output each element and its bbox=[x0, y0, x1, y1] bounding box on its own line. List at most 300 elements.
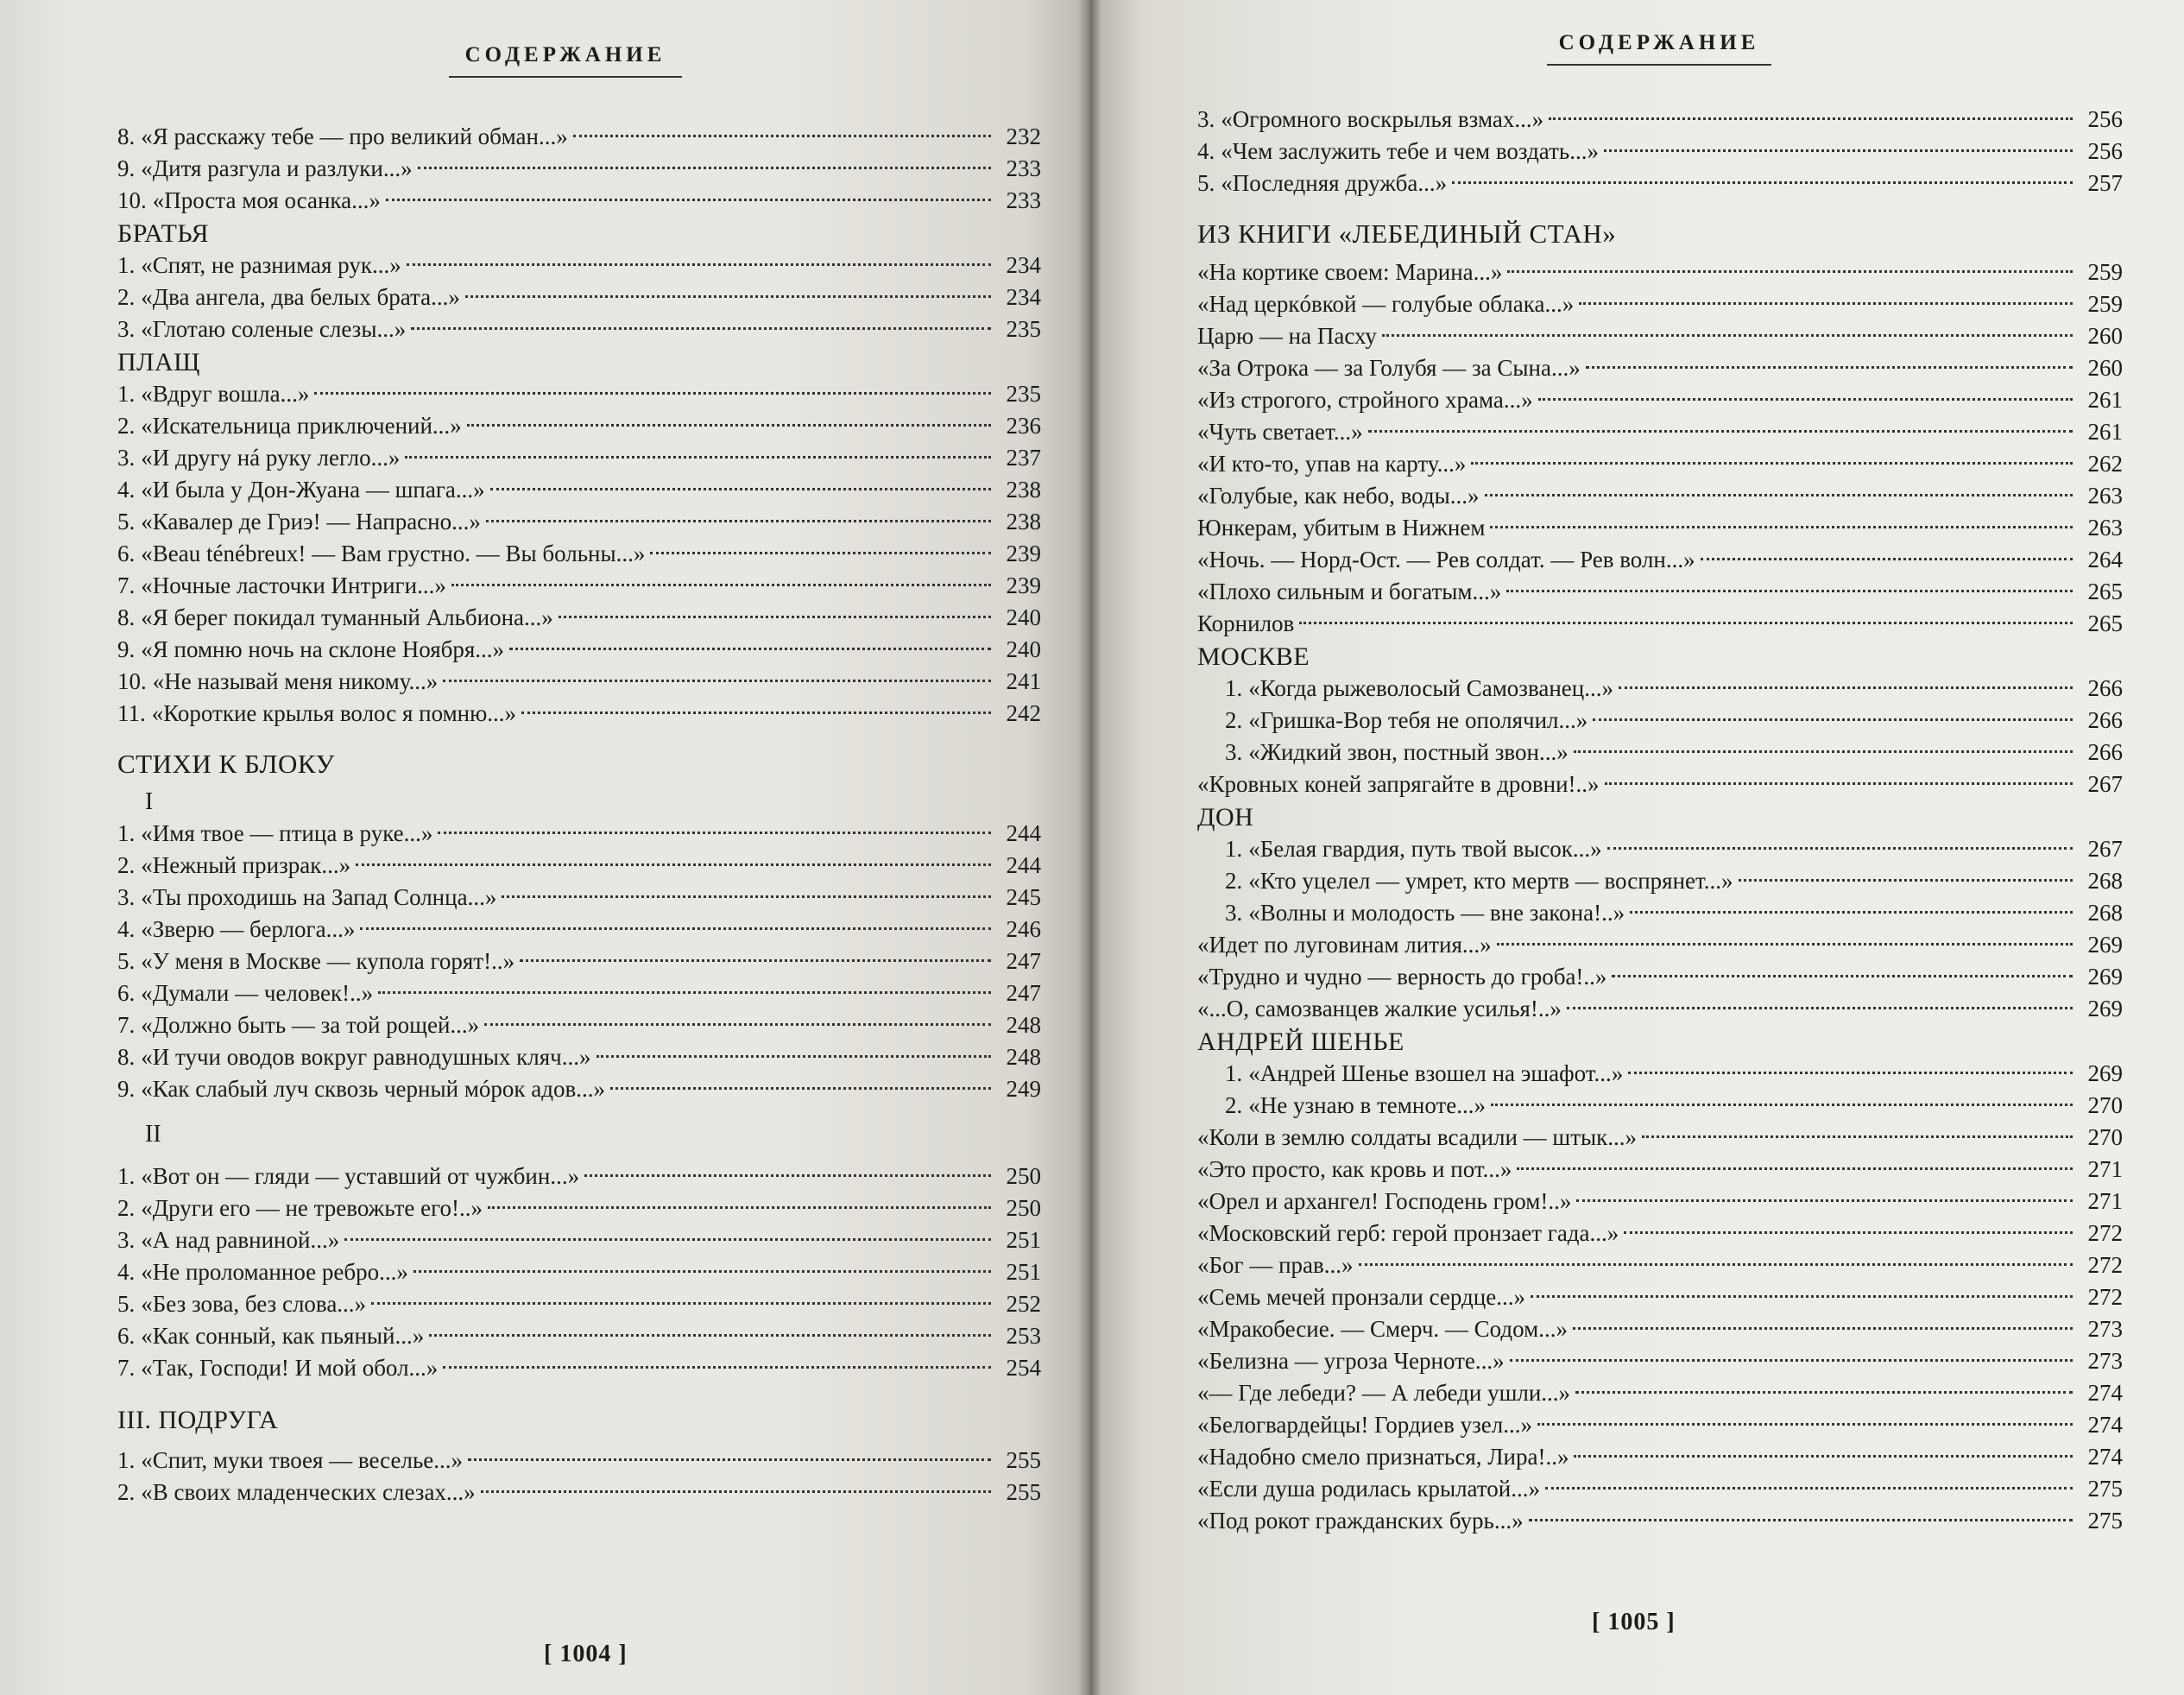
entry-title: «Под рокот гражданских бурь...» bbox=[1197, 1508, 1524, 1534]
entry-page: 274 bbox=[2087, 1380, 2123, 1406]
entry-page: 250 bbox=[1006, 1163, 1041, 1189]
toc-entry bbox=[1197, 1281, 2123, 1313]
entry-page: 261 bbox=[2087, 387, 2123, 413]
toc-entry bbox=[1197, 705, 2123, 737]
dot-leader bbox=[467, 424, 991, 427]
entry-number: 1. bbox=[1225, 675, 1243, 701]
entry-title: «Белизна — угроза Черноте...» bbox=[1197, 1348, 1505, 1374]
toc-entry bbox=[117, 666, 1041, 698]
entry-title: «Волны и молодость — вне закона!..» bbox=[1248, 900, 1625, 926]
entry-page: 247 bbox=[1006, 980, 1041, 1006]
entry-page: 260 bbox=[2087, 355, 2123, 381]
entry-title: «Надобно смело признаться, Лира!..» bbox=[1197, 1444, 1569, 1470]
entry-number: 1. bbox=[1225, 1060, 1243, 1086]
entry-number: 2. bbox=[117, 1479, 136, 1505]
toc-entry bbox=[1197, 833, 2123, 865]
entry-number: 7. bbox=[117, 1355, 136, 1381]
entry-title: «А над равниной...» bbox=[141, 1227, 340, 1253]
toc-entry bbox=[1197, 1186, 2123, 1217]
entry-title: «Я расскажу тебе — про великий обман...» bbox=[141, 123, 568, 149]
dot-leader bbox=[1574, 1455, 2073, 1458]
dot-leader bbox=[610, 1087, 991, 1090]
entry-number: 11. bbox=[117, 700, 146, 726]
dot-leader bbox=[1619, 686, 2073, 689]
dot-leader bbox=[1605, 782, 2073, 785]
entry-page: 235 bbox=[1006, 381, 1041, 407]
entry-page: 240 bbox=[1006, 636, 1041, 662]
toc-entry bbox=[117, 281, 1041, 313]
part-numeral: II bbox=[145, 1121, 161, 1148]
dot-leader bbox=[314, 392, 991, 395]
entry-number: 8. bbox=[117, 1044, 136, 1070]
section-heading: АНДРЕЙ ШЕНЬЕ bbox=[1197, 1028, 1404, 1056]
entry-title: «У меня в Москве — купола горят!..» bbox=[141, 948, 515, 974]
toc-entry bbox=[117, 1224, 1041, 1256]
entry-title: «Так, Господи! И мой обол...» bbox=[141, 1355, 439, 1381]
entry-number: 1. bbox=[117, 381, 136, 407]
entry-number: 2. bbox=[1225, 1092, 1243, 1118]
toc-entry bbox=[1197, 608, 2123, 640]
entry-title: «Имя твое — птица в руке...» bbox=[141, 820, 433, 846]
entry-page: 233 bbox=[1006, 155, 1041, 181]
entry-title: «Спят, не разнимая рук...» bbox=[141, 252, 401, 278]
dot-leader bbox=[386, 199, 991, 201]
entry-page: 237 bbox=[1006, 445, 1041, 471]
entry-page: 232 bbox=[1006, 123, 1041, 149]
dot-leader bbox=[484, 1023, 991, 1026]
entry-title: «Это просто, как кровь и пот...» bbox=[1197, 1156, 1512, 1182]
dot-leader bbox=[1497, 943, 2073, 946]
toc-entry bbox=[117, 1009, 1041, 1041]
toc-entry bbox=[1197, 1473, 2123, 1505]
entry-page: 259 bbox=[2087, 291, 2123, 317]
entry-page: 265 bbox=[2087, 610, 2123, 636]
entry-page: 273 bbox=[2087, 1348, 2123, 1374]
entry-title: «За Отрока — за Голубя — за Сына...» bbox=[1197, 355, 1581, 381]
entry-page: 267 bbox=[2087, 836, 2123, 862]
toc-entry bbox=[117, 818, 1041, 850]
section-heading: III. ПОДРУГА bbox=[117, 1406, 279, 1434]
dot-leader bbox=[1586, 366, 2073, 369]
dot-leader bbox=[371, 1302, 991, 1305]
entry-title: Юнкерам, убитым в Нижнем bbox=[1197, 515, 1486, 541]
toc-entry bbox=[1197, 1090, 2123, 1122]
entry-title: «И кто-то, упав на карту...» bbox=[1197, 451, 1467, 477]
entry-title: «Московский герб: герой пронзает гада...» bbox=[1197, 1220, 1619, 1246]
entry-title: «Идет по луговинам лития...» bbox=[1197, 932, 1492, 958]
dot-leader bbox=[1382, 334, 2073, 337]
entry-title: «Ты проходишь на Запад Солнца...» bbox=[141, 884, 497, 910]
entry-page: 238 bbox=[1006, 509, 1041, 534]
entry-number: 8. bbox=[117, 604, 136, 630]
toc-entry bbox=[1197, 1377, 2123, 1409]
toc-entry bbox=[1197, 1217, 2123, 1249]
entry-title: «...О, самозванцев жалкие усилья!..» bbox=[1197, 996, 1562, 1021]
dot-leader bbox=[1537, 1423, 2073, 1426]
toc-entry bbox=[117, 121, 1041, 153]
entry-number: 3. bbox=[117, 884, 136, 910]
dot-leader bbox=[1485, 494, 2073, 496]
entry-page: 256 bbox=[2087, 138, 2123, 164]
dot-leader bbox=[1299, 622, 2073, 624]
entry-title: «Два ангела, два белых брата...» bbox=[141, 284, 460, 310]
dot-leader bbox=[584, 1174, 991, 1177]
toc-entry bbox=[1197, 256, 2123, 288]
entry-title: «Искательница приключений...» bbox=[141, 413, 462, 439]
dot-leader bbox=[443, 1366, 991, 1369]
entry-page: 269 bbox=[2087, 964, 2123, 990]
dot-leader bbox=[502, 895, 991, 898]
dot-leader bbox=[1579, 302, 2073, 305]
entry-title: «Beau ténébreux! — Вам грустно. — Вы больны...» bbox=[141, 541, 646, 566]
entry-page: 264 bbox=[2087, 547, 2123, 572]
entry-page: 235 bbox=[1006, 316, 1041, 342]
entry-title: «Коли в землю солдаты всадили — штык...» bbox=[1197, 1124, 1638, 1150]
dot-leader bbox=[486, 520, 991, 522]
dot-leader bbox=[1630, 911, 2073, 914]
entry-page: 241 bbox=[1006, 668, 1041, 694]
entry-title: «На кортике своем: Марина...» bbox=[1197, 259, 1503, 285]
entry-title: «Когда рыжеволосый Самозванец...» bbox=[1248, 675, 1613, 701]
toc-entry bbox=[1197, 168, 2123, 199]
dot-leader bbox=[1517, 1167, 2073, 1170]
entry-title: «Если душа родилась крылатой...» bbox=[1197, 1476, 1540, 1502]
entry-title: «Должно быть — за той рощей...» bbox=[141, 1012, 480, 1038]
toc-entry bbox=[1197, 1313, 2123, 1345]
entry-page: 252 bbox=[1006, 1291, 1041, 1317]
entry-page: 234 bbox=[1006, 252, 1041, 278]
toc-entry bbox=[1197, 1505, 2123, 1537]
toc-entry bbox=[1197, 1249, 2123, 1281]
entry-title: «Мракобесие. — Смерч. — Содом...» bbox=[1197, 1316, 1568, 1342]
dot-leader bbox=[559, 616, 991, 618]
toc-entry bbox=[1197, 544, 2123, 576]
entry-number: 10. bbox=[117, 668, 147, 694]
entry-number: 3. bbox=[1225, 900, 1243, 926]
toc-entry bbox=[1197, 288, 2123, 320]
entry-number: 3. bbox=[117, 1227, 136, 1253]
toc-entry bbox=[117, 1041, 1041, 1073]
entry-number: 8. bbox=[117, 123, 136, 149]
toc-entry bbox=[117, 634, 1041, 666]
toc-entry bbox=[1197, 929, 2123, 961]
entry-title: «Вдруг вошла...» bbox=[141, 381, 310, 407]
book-gutter bbox=[1077, 0, 1101, 1695]
toc-entry bbox=[1197, 136, 2123, 168]
toc-entry bbox=[1197, 1345, 2123, 1377]
entry-page: 272 bbox=[2087, 1284, 2123, 1310]
entry-title: «Я берег покидал туманный Альбиона...» bbox=[141, 604, 553, 630]
entry-title: «Нежный призрак...» bbox=[141, 852, 351, 878]
dot-leader bbox=[429, 1334, 991, 1337]
part-numeral: I bbox=[145, 788, 154, 815]
entry-number: 6. bbox=[117, 980, 136, 1006]
dot-leader bbox=[1549, 117, 2073, 120]
entry-title: «Короткие крылья волос я помню...» bbox=[151, 700, 517, 726]
entry-page: 239 bbox=[1006, 572, 1041, 598]
entry-page: 266 bbox=[2087, 675, 2123, 701]
entry-page: 234 bbox=[1006, 284, 1041, 310]
dot-leader bbox=[573, 135, 991, 137]
toc-entry bbox=[1197, 1058, 2123, 1090]
entry-number: 4. bbox=[117, 1259, 136, 1285]
entry-title: «Бог — прав...» bbox=[1197, 1252, 1354, 1278]
toc-entry bbox=[1197, 320, 2123, 352]
entry-page: 270 bbox=[2087, 1092, 2123, 1118]
section-heading: СТИХИ К БЛОКУ bbox=[117, 749, 335, 779]
entry-page: 238 bbox=[1006, 477, 1041, 503]
section-heading: БРАТЬЯ bbox=[117, 219, 210, 248]
toc-entry bbox=[117, 1161, 1041, 1192]
header-rule bbox=[1547, 64, 1771, 66]
toc-entry bbox=[117, 977, 1041, 1009]
entry-title: «Белогвардейцы! Гордиев узел...» bbox=[1197, 1412, 1532, 1438]
entry-title: Корнилов bbox=[1197, 610, 1295, 636]
dot-leader bbox=[650, 552, 991, 554]
toc-entry bbox=[117, 914, 1041, 946]
dot-leader bbox=[1607, 847, 2073, 850]
header-title: СОДЕРЖАНИЕ bbox=[464, 43, 666, 66]
section-heading: МОСКВЕ bbox=[1197, 642, 1310, 671]
header-title: СОДЕРЖАНИЕ bbox=[1558, 31, 1760, 54]
entry-title: «Без зова, без слова...» bbox=[141, 1291, 367, 1317]
entry-title: «Не называй меня никому...» bbox=[152, 668, 439, 694]
entry-page: 265 bbox=[2087, 579, 2123, 604]
toc-entry bbox=[1197, 448, 2123, 480]
entry-number: 3. bbox=[1197, 106, 1215, 132]
entry-number: 10. bbox=[117, 187, 147, 213]
dot-leader bbox=[490, 488, 991, 490]
dot-leader bbox=[481, 1490, 991, 1493]
entry-title: «Спит, муки твоея — веселье...» bbox=[141, 1447, 463, 1473]
dot-leader bbox=[1575, 1391, 2073, 1394]
toc-entry bbox=[1197, 993, 2123, 1025]
entry-title: «Дитя разгула и разлуки...» bbox=[141, 155, 413, 181]
entry-page: 273 bbox=[2087, 1316, 2123, 1342]
dot-leader bbox=[1604, 149, 2073, 152]
dot-leader bbox=[1628, 1072, 2073, 1074]
entry-page: 266 bbox=[2087, 739, 2123, 765]
entry-title: «Думали — человек!..» bbox=[141, 980, 374, 1006]
entry-number: 5. bbox=[117, 948, 136, 974]
dot-leader bbox=[360, 927, 991, 930]
entry-title: «Из строгого, стройного храма...» bbox=[1197, 387, 1533, 413]
dot-leader bbox=[465, 295, 991, 298]
toc-entry bbox=[117, 1320, 1041, 1352]
toc-entry bbox=[1197, 384, 2123, 416]
entry-title: «Огромного воскрылья взмах...» bbox=[1221, 106, 1544, 132]
entry-title: «Орел и архангел! Господень гром!..» bbox=[1197, 1188, 1572, 1214]
toc-list-left bbox=[117, 121, 1041, 1508]
entry-number: 6. bbox=[117, 541, 136, 566]
entry-number: 9. bbox=[117, 1076, 136, 1102]
entry-title: «Жидкий звон, постный звон...» bbox=[1248, 739, 1569, 765]
entry-number: 2. bbox=[117, 852, 136, 878]
entry-page: 245 bbox=[1006, 884, 1041, 910]
entry-title: «И тучи оводов вокруг равнодушных кляч...» bbox=[141, 1044, 591, 1070]
entry-page: 263 bbox=[2087, 515, 2123, 541]
entry-title: «Кто уцелел — умрет, кто мертв — воспрянет...» bbox=[1248, 868, 1733, 894]
toc-entry bbox=[117, 153, 1041, 185]
entry-title: «Кавалер де Гриэ! — Напрасно...» bbox=[141, 509, 481, 534]
dot-leader bbox=[1359, 1263, 2073, 1266]
entry-page: 240 bbox=[1006, 604, 1041, 630]
entry-number: 1. bbox=[1225, 836, 1243, 862]
dot-leader bbox=[413, 1270, 991, 1273]
dot-leader bbox=[438, 832, 991, 834]
entry-page: 266 bbox=[2087, 707, 2123, 733]
toc-entry bbox=[1197, 897, 2123, 929]
entry-title: «— Где лебеди? — А лебеди ушли...» bbox=[1197, 1380, 1571, 1406]
right-page bbox=[1089, 0, 2184, 1695]
entry-number: 7. bbox=[117, 572, 136, 598]
toc-entry bbox=[117, 378, 1041, 410]
dot-leader bbox=[407, 263, 991, 266]
entry-page: 275 bbox=[2087, 1476, 2123, 1502]
entry-title: Царю — на Пасху bbox=[1197, 323, 1377, 349]
dot-leader bbox=[1510, 1359, 2073, 1362]
entry-title: «Последняя дружба...» bbox=[1221, 170, 1448, 196]
entry-page: 268 bbox=[2087, 900, 2123, 926]
entry-page: 233 bbox=[1006, 187, 1041, 213]
entry-page: 239 bbox=[1006, 541, 1041, 566]
entry-page: 269 bbox=[2087, 932, 2123, 958]
dot-leader bbox=[418, 167, 991, 169]
dot-leader bbox=[1545, 1487, 2073, 1489]
entry-number: 6. bbox=[117, 1323, 136, 1349]
entry-page: 269 bbox=[2087, 1060, 2123, 1086]
toc-entry bbox=[1197, 1154, 2123, 1186]
toc-entry bbox=[1197, 576, 2123, 608]
dot-leader bbox=[378, 991, 991, 994]
dot-leader bbox=[1574, 750, 2073, 753]
running-header-left bbox=[449, 43, 682, 78]
entry-page: 259 bbox=[2087, 259, 2123, 285]
entry-page: 248 bbox=[1006, 1012, 1041, 1038]
entry-number: 1. bbox=[117, 1447, 136, 1473]
entry-title: «Я помню ночь на склоне Ноября...» bbox=[141, 636, 505, 662]
toc-entry bbox=[117, 538, 1041, 570]
dot-leader bbox=[1701, 558, 2073, 560]
dot-leader bbox=[443, 680, 991, 682]
dot-leader bbox=[405, 456, 991, 459]
toc-list-right bbox=[1197, 104, 2123, 1537]
entry-number: 5. bbox=[1197, 170, 1215, 196]
dot-leader bbox=[520, 959, 991, 962]
entry-number: 2. bbox=[117, 1195, 136, 1221]
entry-number: 3. bbox=[117, 445, 136, 471]
entry-page: 275 bbox=[2087, 1508, 2123, 1534]
entry-page: 236 bbox=[1006, 413, 1041, 439]
entry-title: «Как сонный, как пьяный...» bbox=[141, 1323, 425, 1349]
toc-entry bbox=[1197, 865, 2123, 897]
dot-leader bbox=[521, 712, 991, 714]
entry-title: «Андрей Шенье взошел на эшафот...» bbox=[1248, 1060, 1624, 1086]
entry-title: «Голубые, как небо, воды...» bbox=[1197, 483, 1480, 509]
entry-number: 3. bbox=[117, 316, 136, 342]
toc-entry bbox=[117, 1288, 1041, 1320]
page-number-left: [ 1004 ] bbox=[544, 1641, 628, 1667]
entry-title: «Вот он — гляди — уставший от чужбин...» bbox=[141, 1163, 580, 1189]
dot-leader bbox=[1593, 718, 2073, 721]
dot-leader bbox=[509, 648, 991, 650]
entry-title: «Как слабый луч сквозь черный мóрок адов...» bbox=[141, 1076, 605, 1102]
entry-page: 244 bbox=[1006, 820, 1041, 846]
toc-entry bbox=[117, 1445, 1041, 1477]
dot-leader bbox=[468, 1458, 991, 1461]
toc-entry bbox=[117, 250, 1041, 281]
dot-leader bbox=[488, 1206, 991, 1209]
entry-title: «Над церкóвкой — голубые облака...» bbox=[1197, 291, 1575, 317]
entry-page: 267 bbox=[2087, 771, 2123, 797]
entry-title: «Проста моя осанка...» bbox=[152, 187, 381, 213]
entry-page: 270 bbox=[2087, 1124, 2123, 1150]
entry-page: 257 bbox=[2087, 170, 2123, 196]
entry-title: «Плохо сильным и богатым...» bbox=[1197, 579, 1502, 604]
entry-page: 253 bbox=[1006, 1323, 1041, 1349]
dot-leader bbox=[1612, 975, 2073, 977]
dot-leader bbox=[1471, 462, 2073, 465]
section-heading: ДОН bbox=[1197, 803, 1254, 832]
entry-page: 272 bbox=[2087, 1252, 2123, 1278]
entry-title: «Семь мечей пронзали сердце...» bbox=[1197, 1284, 1525, 1310]
toc-entry bbox=[117, 1256, 1041, 1288]
entry-title: «Белая гвардия, путь твой высок...» bbox=[1248, 836, 1602, 862]
dot-leader bbox=[356, 863, 991, 866]
entry-title: «Не проломанное ребро...» bbox=[141, 1259, 408, 1285]
section-heading: ПЛАЩ bbox=[117, 348, 200, 376]
entry-title: «Други его — не тревожьте его!..» bbox=[141, 1195, 483, 1221]
toc-entry bbox=[117, 185, 1041, 217]
entry-number: 2. bbox=[1225, 868, 1243, 894]
dot-leader bbox=[1491, 1104, 2073, 1106]
toc-entry bbox=[1197, 512, 2123, 544]
toc-entry bbox=[1197, 673, 2123, 705]
toc-entry bbox=[1197, 1409, 2123, 1441]
toc-entry bbox=[117, 442, 1041, 474]
entry-page: 248 bbox=[1006, 1044, 1041, 1070]
entry-number: 5. bbox=[117, 509, 136, 534]
entry-title: «Ночные ласточки Интриги...» bbox=[141, 572, 446, 598]
entry-page: 262 bbox=[2087, 451, 2123, 477]
dot-leader bbox=[1624, 1231, 2073, 1234]
dot-leader bbox=[1531, 1295, 2073, 1298]
toc-entry bbox=[117, 1352, 1041, 1384]
entry-page: 255 bbox=[1006, 1447, 1041, 1473]
toc-entry bbox=[1197, 1122, 2123, 1154]
entry-title: «Зверю — берлога...» bbox=[141, 916, 356, 942]
toc-entry bbox=[1197, 104, 2123, 136]
toc-entry bbox=[117, 602, 1041, 634]
entry-page: 249 bbox=[1006, 1076, 1041, 1102]
toc-entry bbox=[117, 1192, 1041, 1224]
dot-leader bbox=[1538, 398, 2073, 401]
entry-title: «И другу нá руку легло...» bbox=[141, 445, 401, 471]
dot-leader bbox=[411, 327, 991, 330]
entry-title: «Трудно и чудно — верность до гроба!..» bbox=[1197, 964, 1607, 990]
toc-entry bbox=[1197, 480, 2123, 512]
toc-entry bbox=[1197, 352, 2123, 384]
toc-entry bbox=[117, 570, 1041, 602]
entry-page: 250 bbox=[1006, 1195, 1041, 1221]
entry-number: 1. bbox=[117, 820, 136, 846]
dot-leader bbox=[1507, 270, 2073, 273]
dot-leader bbox=[596, 1055, 991, 1058]
toc-entry bbox=[117, 506, 1041, 538]
entry-page: 255 bbox=[1006, 1479, 1041, 1505]
section-heading: ИЗ КНИГИ «ЛЕБЕДИНЫЙ СТАН» bbox=[1197, 218, 1617, 249]
entry-page: 254 bbox=[1006, 1355, 1041, 1381]
